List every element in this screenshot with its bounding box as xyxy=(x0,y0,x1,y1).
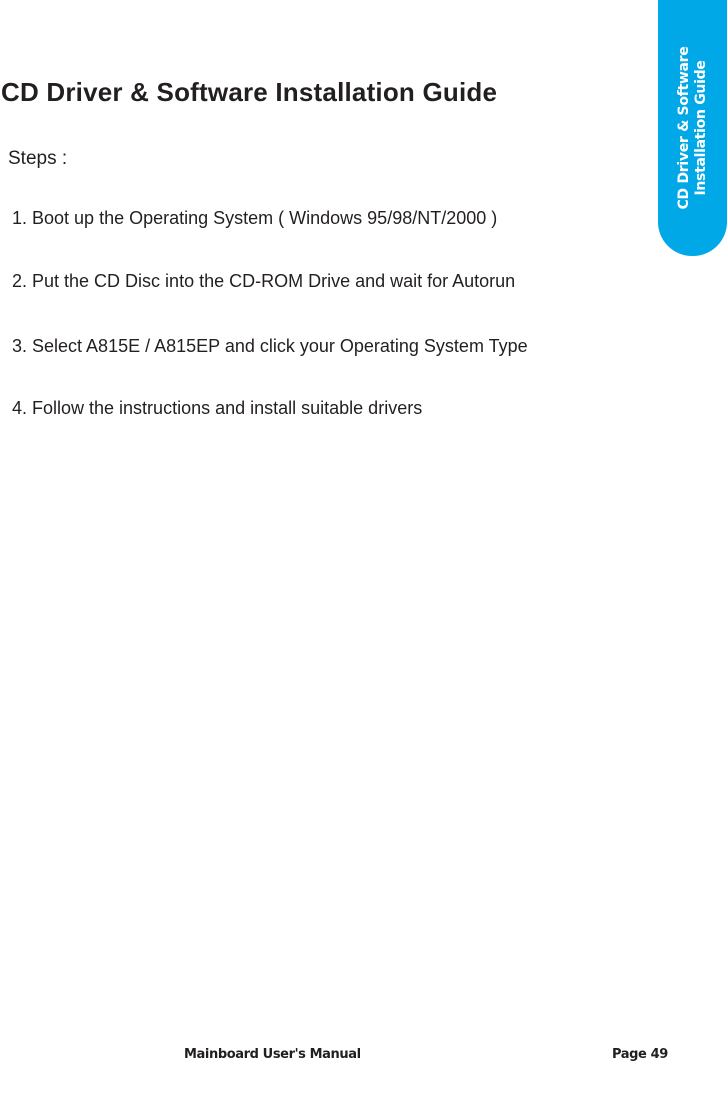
step-item-4: 4. Follow the instructions and install suitable drivers xyxy=(12,398,423,418)
footer-page-number: Page 49 xyxy=(612,1047,668,1062)
side-tab-line-2: Installation Guide xyxy=(692,60,709,196)
step-item-3: 3. Select A815E / A815EP and click your Operating System Type xyxy=(12,336,528,356)
side-tab-line-1: CD Driver & Software xyxy=(675,46,692,210)
step-item-1: 1. Boot up the Operating System ( Windows 95/98/NT/2000 ) xyxy=(12,208,498,228)
steps-label: Steps : xyxy=(8,148,68,169)
section-side-tab xyxy=(658,0,727,256)
step-item-2: 2. Put the CD Disc into the CD-ROM Drive and wait for Autorun xyxy=(12,271,516,291)
footer-manual-title: Mainboard User's Manual xyxy=(184,1047,361,1062)
page-title: CD Driver & Software Installation Guide xyxy=(1,77,498,107)
side-tab-label xyxy=(676,13,710,243)
